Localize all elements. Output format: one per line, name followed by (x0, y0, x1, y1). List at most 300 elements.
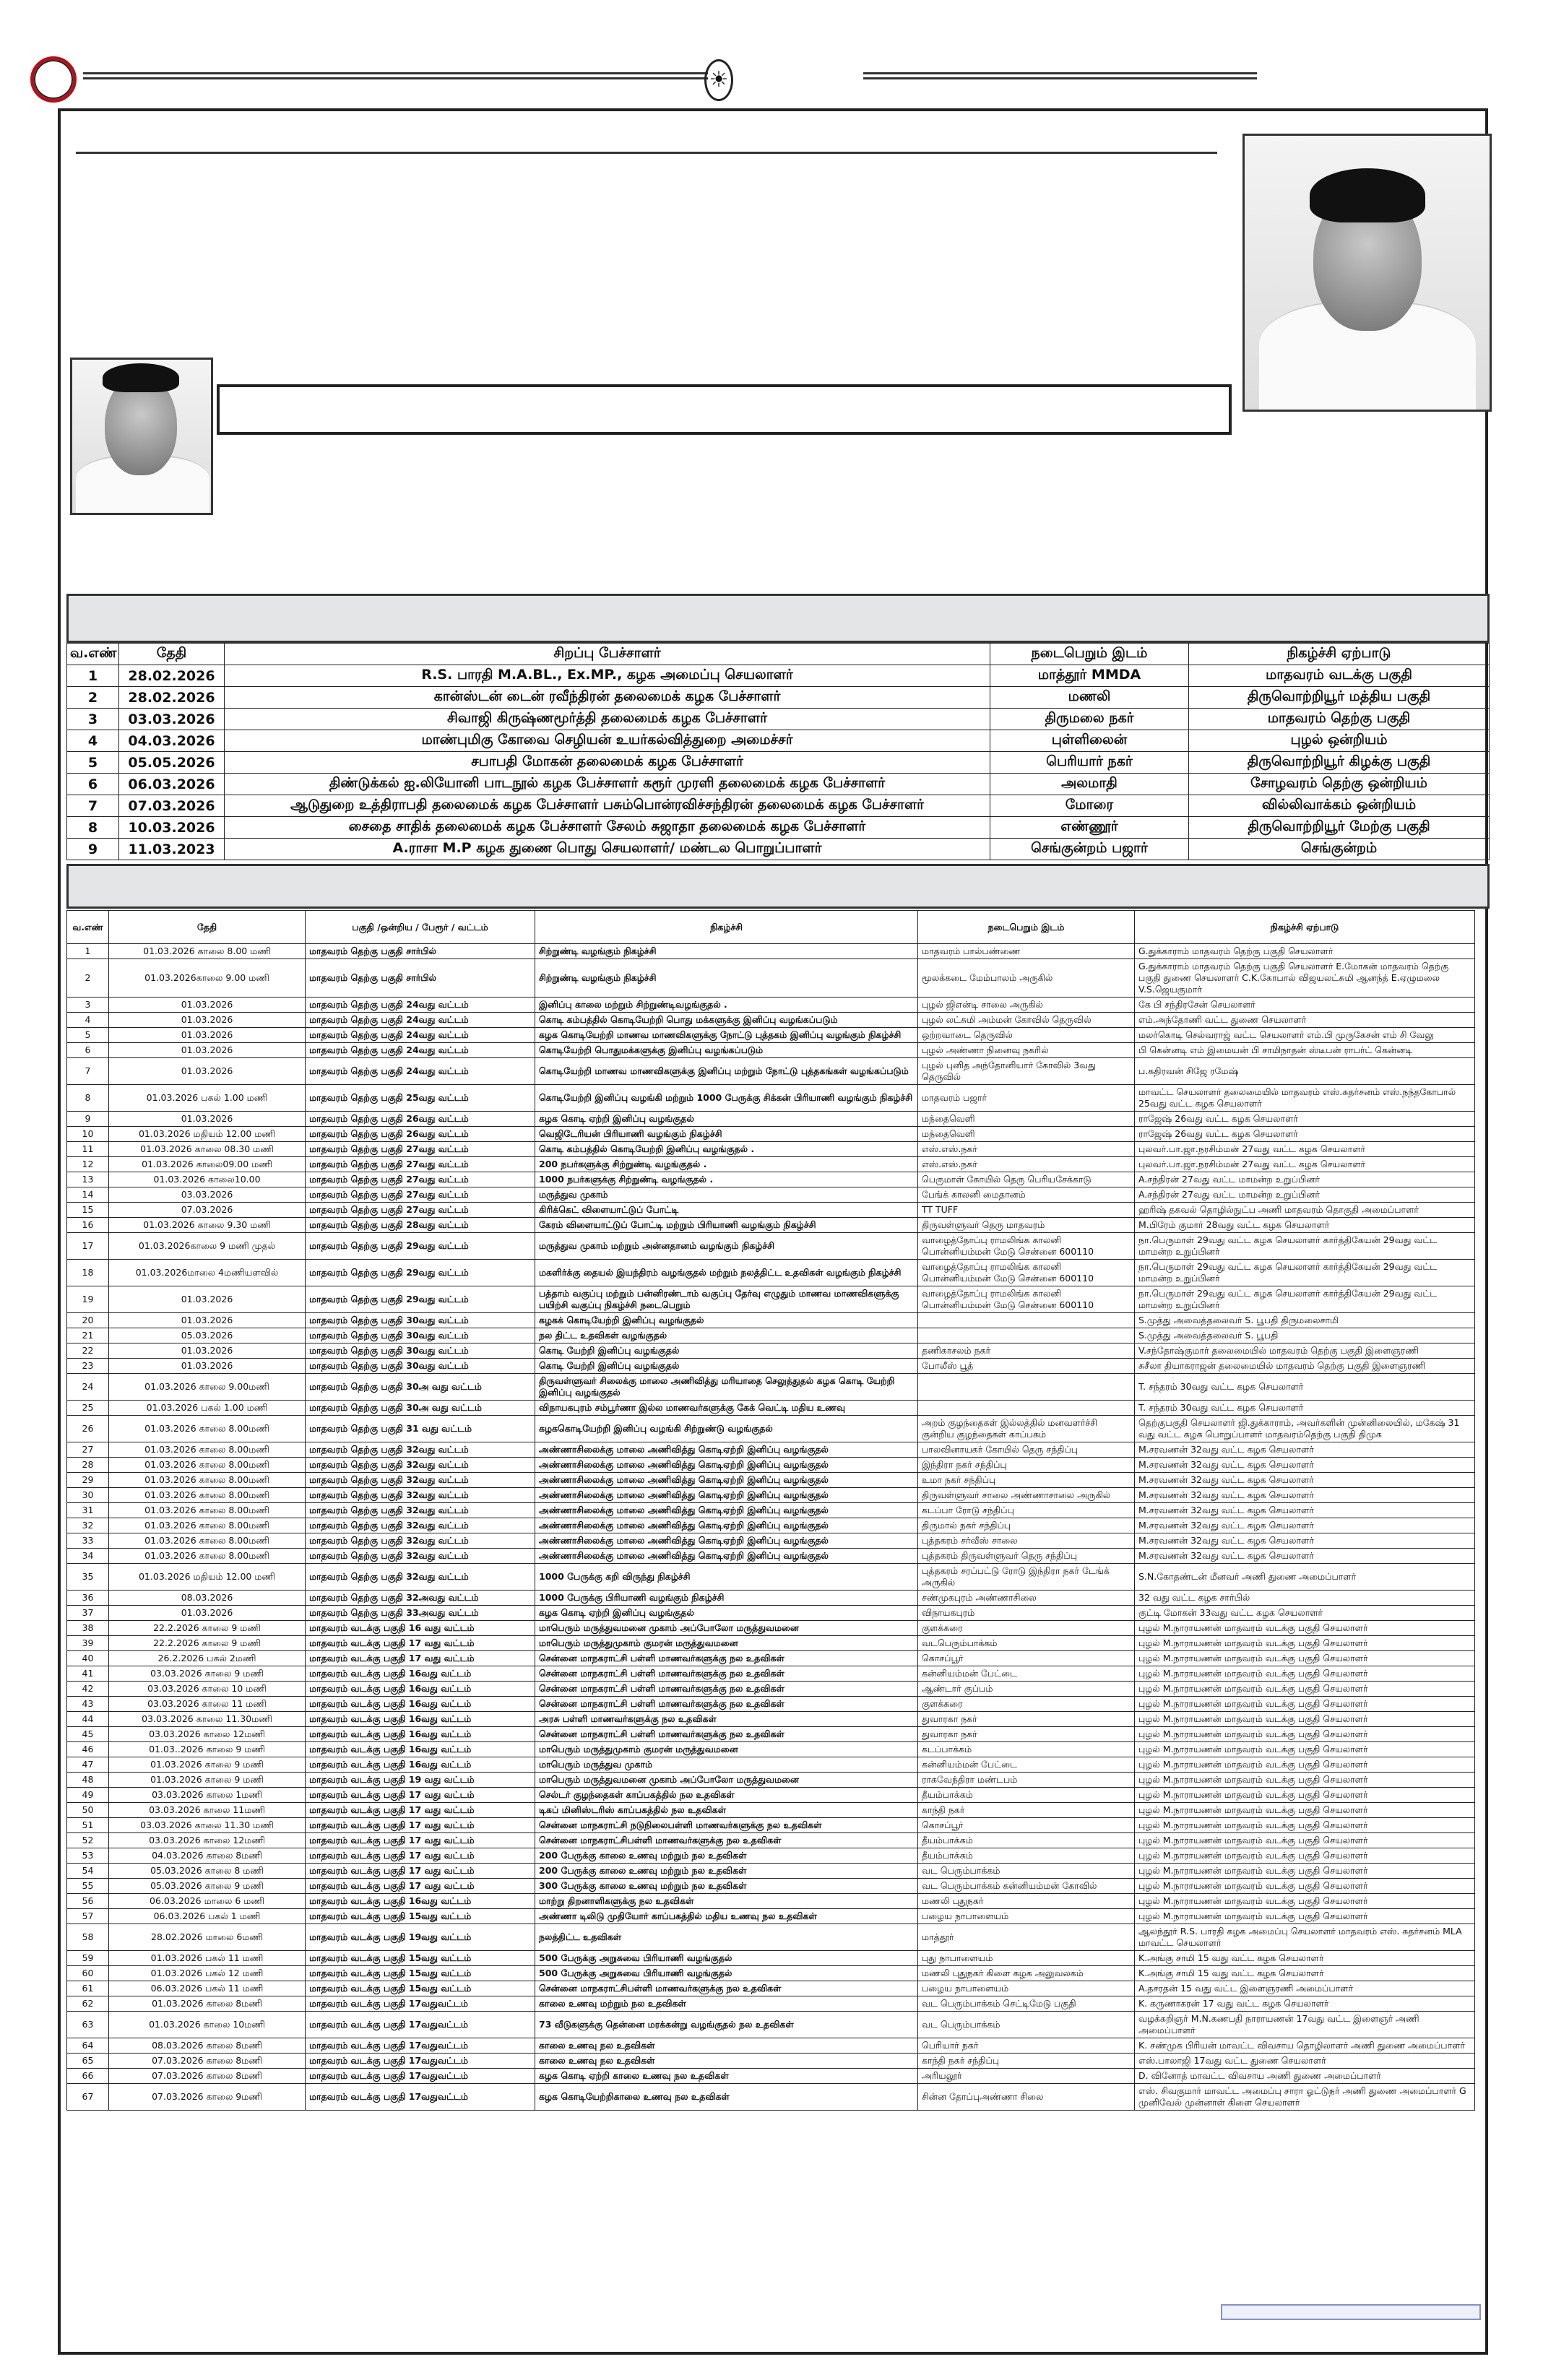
table-row (67, 2012, 1475, 2038)
table-row (67, 839, 1490, 860)
table-cell: அண்ணாசிலைக்கு மாலை அணிவித்து கொடிஏற்றி இனிப்பு வழங்குதல் (535, 1503, 918, 1518)
table-cell: சிற்றுண்டி வழங்கும் நிகழ்ச்சி (535, 944, 918, 959)
table-cell: ராஜேஷ் 26வது வட்ட கழக செயலாளர் (1135, 1127, 1475, 1142)
table-cell: 1 (67, 944, 109, 959)
table-cell: 03.03.2026 (119, 709, 225, 730)
table-row (67, 1359, 1475, 1374)
table-cell: 03.03.2026 காலை 11 மணி (109, 1697, 306, 1712)
table-cell: மாதவரம் வடக்கு பகுதி 17 வது வட்டம் (306, 1848, 535, 1864)
table-cell: 01.03.2026காலை 9 மணி முதல் (109, 1233, 306, 1260)
table-cell: மாத்தூர் (918, 1924, 1135, 1951)
table-row (67, 730, 1490, 752)
table-cell: 8 (67, 817, 119, 839)
table-row (67, 687, 1490, 709)
column-header: நிகழ்ச்சி (535, 911, 918, 944)
section-banner-2 (66, 864, 1490, 909)
table-row (67, 1442, 1475, 1458)
table-cell: மாதவரம் தெற்கு பகுதி 27வது வட்டம் (306, 1157, 535, 1172)
table-cell: மாதவரம் தெற்கு பகுதி 32வது வட்டம் (306, 1458, 535, 1473)
table-row (67, 1503, 1475, 1518)
table-cell: 03.03.2026 காலை 10 மணி (109, 1682, 306, 1697)
table-cell: மாதவரம் தெற்கு பகுதி 24வது வட்டம் (306, 1058, 535, 1085)
table-cell: 46 (67, 1742, 109, 1757)
table-cell: கொடி கம்பத்தில் கொடியேற்றி இனிப்பு வழங்குதல் . (535, 1142, 918, 1157)
table-cell: 200 பேருக்கு காலை உணவு மற்றும் நல உதவிகள் (535, 1864, 918, 1879)
table-row (67, 1833, 1475, 1848)
table-cell: 03.03.2026 காலை 11.30 மணி (109, 1818, 306, 1833)
table-cell: 1000 பேருக்கு பிரியாணி வழங்கும் நிகழ்ச்சி (535, 1591, 918, 1606)
table-cell: புழல் M.நாராயணன் மாதவரம் வடக்கு பகுதி செயலாளர் (1135, 1666, 1475, 1682)
table-cell: புழல் M.நாராயணன் மாதவரம் வடக்கு பகுதி செயலாளர் (1135, 1697, 1475, 1712)
table-cell: புழல் M.நாராயணன் மாதவரம் வடக்கு பகுதி செயலாளர் (1135, 1833, 1475, 1848)
table-cell: பி கென்னடி எம் இமையன் பி சாமிநாதன் ஸ்டீபன் ராபர்ட் கென்னடி (1135, 1043, 1475, 1058)
table-cell: 07.03.2026 காலை 8மணி (109, 2069, 306, 2084)
table-cell: 16 (67, 1218, 109, 1233)
table-cell: 12 (67, 1157, 109, 1172)
table-cell (918, 1313, 1135, 1328)
party-logo-circle (30, 56, 77, 103)
table-cell: இந்திரா நகர் சந்திப்பு (918, 1458, 1135, 1473)
table-cell: மகளிர்க்கு தையல் இயந்திரம் வழங்குதல் மற்றும் நலத்திட்ட உதவிகள் வழங்கும் நிகழ்ச்சி (535, 1260, 918, 1286)
table-cell: A.தசரதன் 15 வது வட்ட இளைஞரணி அமைப்பாளர் (1135, 1981, 1475, 1996)
table-cell: தீயம்பாக்கம் (918, 1833, 1135, 1848)
table-cell: கழக கொடி ஏற்றி இனிப்பு வழங்குதல் (535, 1112, 918, 1127)
table-cell: 53 (67, 1848, 109, 1864)
table-cell: T. சந்தரம் 30வது வட்ட கழக செயலாளர் (1135, 1401, 1475, 1416)
table-cell: 05.03.2026 (109, 1328, 306, 1343)
table-cell: மாதவரம் வடக்கு பகுதி 17 வது வட்டம் (306, 1833, 535, 1848)
table-cell: புழல் M.நாராயணன் மாதவரம் வடக்கு பகுதி செயலாளர் (1135, 1757, 1475, 1773)
table-cell: மருத்துவ முகாம் மற்றும் அன்னதானம் வழங்கும் நிகழ்ச்சி (535, 1233, 918, 1260)
table-cell: புழல் M.நாராயணன் மாதவரம் வடக்கு பகுதி செயலாளர் (1135, 1818, 1475, 1833)
table-cell: துவாரகா நகர் (918, 1712, 1135, 1727)
table-cell: 01.03.2026 காலை 9.00மணி (109, 1374, 306, 1401)
table-cell: கொடி யேற்றி இனிப்பு வழங்குதல் (535, 1343, 918, 1359)
table-cell: 24 (67, 1374, 109, 1401)
events-table (66, 910, 1475, 2111)
table-cell: திருமால் நகர் சந்திப்பு (918, 1518, 1135, 1533)
table-cell: 200 பேருக்கு காலை உணவு மற்றும் நல உதவிகள் (535, 1848, 918, 1864)
table-cell: போலீஸ் பூத் (918, 1359, 1135, 1374)
table-cell: 300 பேருக்கு காலை உணவு மற்றும் நல உதவிகள் (535, 1879, 918, 1894)
table-cell: பத்தாம் வகுப்பு மற்றும் பன்னிரண்டாம் வகுப்பு தேர்வு எழுதும் மாணவ மாணவிகளுக்கு பயிற்சி வகுப்பு நிகழ்ச்சி நடைபெறும் (535, 1286, 918, 1313)
table-cell: மாதவரம் வடக்கு பகுதி 15வது வட்டம் (306, 1981, 535, 1996)
table-cell: மாதவரம் வடக்கு பகுதி 16வது வட்டம் (306, 1894, 535, 1909)
table-cell: M.பிரேம் குமார் 28வது வட்ட கழக செயலாளர் (1135, 1218, 1475, 1233)
table-cell: மாண்புமிகு கோவை செழியன் உயர்கல்வித்துறை அமைச்சர் (225, 730, 990, 752)
table-row (67, 1621, 1475, 1636)
table-cell: M.சரவணன் 32வது வட்ட கழக செயலாளர் (1135, 1442, 1475, 1458)
table-cell: 62 (67, 1996, 109, 2012)
table-cell: ப.கதிரவன் சிஜே ரமேஷ் (1135, 1058, 1475, 1085)
table-cell: K.அங்கு சாமி 15 வது வட்ட கழக செயலாளர் (1135, 1951, 1475, 1966)
column-header: தேதி (109, 911, 306, 944)
table-cell: 03.03.2026 காலை 9 மணி (109, 1666, 306, 1682)
table-cell: திருவொற்றியூர் மேற்கு பகுதி (1189, 817, 1490, 839)
table-row (67, 1879, 1475, 1894)
table-cell: மாதவரம் தெற்கு பகுதி 29வது வட்டம் (306, 1233, 535, 1260)
table-cell: பேங்க் காலனி மைதானம் (918, 1187, 1135, 1203)
column-header: பகுதி /ஒன்றிய / பேரூர் / வட்டம் (306, 911, 535, 944)
column-header: சிறப்பு பேச்சாளர் (225, 644, 990, 665)
column-header: வ.எண் (67, 911, 109, 944)
table-cell: ஒற்றவாடை தெருவில் (918, 1028, 1135, 1043)
table-cell: வாழைத்தோப்பு ராமலிங்க காலனி பொன்னியம்மன் மேடு சென்னை 600110 (918, 1260, 1135, 1286)
table-cell: ஆண்டார் குப்பம் (918, 1682, 1135, 1697)
table-cell: 01.03..2026 காலை 9 மணி (109, 1742, 306, 1757)
table-row (67, 1682, 1475, 1697)
table-cell: 40 (67, 1651, 109, 1666)
table-cell: காந்தி நகர் (918, 1803, 1135, 1818)
table-row (67, 1606, 1475, 1621)
table-cell: S.முத்து அவைத்தலைவர் S. பூபதி (1135, 1328, 1475, 1343)
table-cell: மாதவரம் தெற்கு பகுதி சார்பில் (306, 959, 535, 998)
headline-box (217, 384, 1232, 435)
table-cell: 22.2.2026 காலை 9 மணி (109, 1636, 306, 1651)
table-row (67, 1401, 1475, 1416)
table-row (67, 774, 1490, 795)
table-cell: மாபெரும் மருத்துமுகாம் குமரன் மருத்துவமனை (535, 1742, 918, 1757)
table-cell: 7 (67, 1058, 109, 1085)
table-cell: மலர்கொடி செல்வராஜ் வட்ட செயலாளர் எம்.பி முருகேசன் எம் சி வேலு (1135, 1028, 1475, 1043)
table-row (67, 1374, 1475, 1401)
table-cell: மாதவரம் வடக்கு பகுதி 17வதுவட்டம் (306, 2054, 535, 2069)
table-cell: சிவாஜி கிருஷ்ணமூர்த்தி தலைமைக் கழக பேச்சாளர் (225, 709, 990, 730)
table-cell: மாதவரம் வடக்கு பகுதி 17வதுவட்டம் (306, 2038, 535, 2054)
table-row (67, 998, 1475, 1013)
table-cell: 01.03.2026 காலை 8.00மணி (109, 1458, 306, 1473)
table-cell: 3 (67, 709, 119, 730)
table-cell: R.S. பாரதி M.A.BL., Ex.MP., கழக அமைப்பு செயலாளர் (225, 665, 990, 687)
table-cell: 25 (67, 1401, 109, 1416)
table-cell: மாதவரம் வடக்கு பகுதி 16 வது வட்டம் (306, 1621, 535, 1636)
table-cell: மாதவரம் தெற்கு பகுதி 32வது வட்டம் (306, 1549, 535, 1564)
table-cell: 9 (67, 839, 119, 860)
table-cell: அண்ணாசிலைக்கு மாலை அணிவித்து கொடிஏற்றி இனிப்பு வழங்குதல் (535, 1549, 918, 1564)
table-cell: கொடி யேற்றி இனிப்பு வழங்குதல் (535, 1359, 918, 1374)
table-cell: 54 (67, 1864, 109, 1879)
table-cell: கழக கொடியேற்றிகாலை உணவு நல உதவிகள் (535, 2084, 918, 2111)
table-cell: மாதவரம் வடக்கு பகுதி 15வது வட்டம் (306, 1951, 535, 1966)
table-cell: 01.03.2026 காலை 8.00மணி (109, 1416, 306, 1442)
table-cell: 01.03.2026 மதியம் 12.00 மணி (109, 1564, 306, 1591)
table-row (67, 1286, 1475, 1313)
table-cell: நா.பெருமாள் 29வது வட்ட கழக செயலாளர் கார்த்திகேயன் 29வது வட்ட மாமன்ற உறுப்பினர் (1135, 1286, 1475, 1313)
table-cell: 49 (67, 1788, 109, 1803)
table-cell: 03.03.2026 காலை 1மணி (109, 1788, 306, 1803)
table-row (67, 2084, 1475, 2111)
table-cell: இனிப்பு காலை மற்றும் சிற்றுண்டிவழங்குதல் . (535, 998, 918, 1013)
table-cell: காந்தி நகர் சந்திப்பு (918, 2054, 1135, 2069)
table-cell: கொடியேற்றி மாணவ மாணவிகளுக்கு இனிப்பு மற்றும் நோட்டு புத்தகங்கள் வழங்கப்படும் (535, 1058, 918, 1085)
table-cell: 51 (67, 1818, 109, 1833)
table-row (67, 1591, 1475, 1606)
table-row (67, 665, 1490, 687)
table-cell: 28.02.2026 (119, 665, 225, 687)
table-cell: மாதவரம் தெற்கு பகுதி 26வது வட்டம் (306, 1112, 535, 1127)
table-cell: சென்னை மாநகராட்சி பள்ளி மாணவர்களுக்கு நல உதவிகள் (535, 1682, 918, 1697)
table-cell: மாதவரம் வடக்கு பகுதி 17வதுவட்டம் (306, 2069, 535, 2084)
table-cell: 10 (67, 1127, 109, 1142)
table-cell: புழல் M.நாராயணன் மாதவரம் வடக்கு பகுதி செயலாளர் (1135, 1636, 1475, 1651)
table-cell: கழக கொடி ஏற்றி காலை உணவு நல உதவிகள் (535, 2069, 918, 2084)
table-cell: மாதவரம் தெற்கு பகுதி 32வது வட்டம் (306, 1564, 535, 1591)
table-cell: புலவர்.பா.ஜா.நரசிம்மன் 27வது வட்ட கழக செயலாளர் (1135, 1142, 1475, 1157)
table-cell: மாதவரம் தெற்கு பகுதி 32அவது வட்டம் (306, 1591, 535, 1606)
table-row (67, 1218, 1475, 1233)
table-cell: புழல் M.நாராயணன் மாதவரம் வடக்கு பகுதி செயலாளர் (1135, 1909, 1475, 1924)
table-cell: தணிகாசலம் நகர் (918, 1343, 1135, 1359)
table-cell: 44 (67, 1712, 109, 1727)
table-cell: 5 (67, 752, 119, 774)
table-cell: கடப்பாக்கம் (918, 1742, 1135, 1757)
table-cell: K. சண்முக பிரியன் மாவட்ட விவசாய தொழிலாளர் அணி துணை அமைப்பாளர் (1135, 2038, 1475, 2054)
table-cell: 01.03.2026 காலை 8.00மணி (109, 1488, 306, 1503)
table-cell: புழல் M.நாராயணன் மாதவரம் வடக்கு பகுதி செயலாளர் (1135, 1864, 1475, 1879)
table-row (67, 1773, 1475, 1788)
table-cell: மாதவரம் வடக்கு பகுதி 16வது வட்டம் (306, 1757, 535, 1773)
table-cell: M.சரவணன் 32வது வட்ட கழக செயலாளர் (1135, 1458, 1475, 1473)
table-cell: ராஜேஷ் 26வது வட்ட கழக செயலாளர் (1135, 1112, 1475, 1127)
table-cell: கேரம் விளையாட்டுப் போட்டி மற்றும் பிரியாணி வழங்கும் நிகழ்ச்சி (535, 1218, 918, 1233)
table-cell: மாதவரம் தெற்கு பகுதி 25வது வட்டம் (306, 1085, 535, 1112)
table-cell: 03.03.2026 காலை 12மணி (109, 1833, 306, 1848)
table-cell: பழைய நாபாளையம் (918, 1981, 1135, 1996)
table-cell: 31 (67, 1503, 109, 1518)
table-cell: புழல் M.நாராயணன் மாதவரம் வடக்கு பகுதி செயலாளர் (1135, 1727, 1475, 1742)
table-cell: தீயம்பாக்கம் (918, 1788, 1135, 1803)
table-cell: திருவள்ளுவர் சாலை அண்ணாசாலை அருகில் (918, 1488, 1135, 1503)
table-cell: மாதவரம் தெற்கு பகுதி 30வது வட்டம் (306, 1359, 535, 1374)
table-cell: பெரியார் நகர் (918, 2038, 1135, 2054)
table-cell: விநாயகபுரம் சம்பூர்ணா இல்ல மாணவர்களுக்கு கேக் வெட்டி மதிய உணவு (535, 1401, 918, 1416)
table-cell: 42 (67, 1682, 109, 1697)
table-cell: 34 (67, 1549, 109, 1564)
table-cell: மாதவரம் வடக்கு பகுதி 17 வது வட்டம் (306, 1803, 535, 1818)
table-cell: 52 (67, 1833, 109, 1848)
table-cell: மாதவரம் வடக்கு பகுதி 15வது வட்டம் (306, 1909, 535, 1924)
table-cell: கழகக் கொடியேற்றி இனிப்பு வழங்குதல் (535, 1313, 918, 1328)
table-cell: அண்ணா டிலிடு முதியோர் காப்பகத்தில் மதிய உணவு நல உதவிகள் (535, 1909, 918, 1924)
table-cell: அண்ணாசிலைக்கு மாலை அணிவித்து கொடிஏற்றி இனிப்பு வழங்குதல் (535, 1473, 918, 1488)
table-cell: அண்ணாசிலைக்கு மாலை அணிவித்து கொடிஏற்றி இனிப்பு வழங்குதல் (535, 1518, 918, 1533)
table-cell: K. கருணாகரன் 17 வது வட்ட கழக செயலாளர் (1135, 1996, 1475, 2012)
table-cell: 08.03.2026 (109, 1591, 306, 1606)
table-cell: மாதவரம் தெற்கு பகுதி 24வது வட்டம் (306, 998, 535, 1013)
column-header: நிகழ்ச்சி ஏற்பாடு (1135, 911, 1475, 944)
table-cell: 01.03.2026 காலை 8.00மணி (109, 1533, 306, 1549)
table-cell: புழல் M.நாராயணன் மாதவரம் வடக்கு பகுதி செயலாளர் (1135, 1712, 1475, 1727)
table-row (67, 1127, 1475, 1142)
table-cell: 03.03.2026 (109, 1187, 306, 1203)
table-cell: 01.03.2026 மதியம் 12.00 மணி (109, 1127, 306, 1142)
table-cell: கடப்பா ரோடு சந்திப்பு (918, 1503, 1135, 1518)
table-cell: A.சந்திரன் 27வது வட்ட மாமன்ற உறுப்பினர் (1135, 1187, 1475, 1203)
table-cell: 03.03.2026 காலை 12மணி (109, 1727, 306, 1742)
table-cell: 33 (67, 1533, 109, 1549)
table-cell: 05.05.2026 (119, 752, 225, 774)
table-cell: G.துக்காராம் மாதவரம் தெற்கு பகுதி செயலாளர் E.மோகன் மாதவரம் தெற்கு பகுதி துணை செயலாளர் C.K.கோபால் விஜயலட்சுமி ஆனந்த் E.ஏழுமலை V.S.ஜெயகுமார் (1135, 959, 1475, 998)
table-row (67, 1112, 1475, 1127)
table-cell: மந்தைவெளி (918, 1127, 1135, 1142)
table-cell: 14 (67, 1187, 109, 1203)
table-cell: மாபெரும் மருத்துவமனை முகாம் அப்போலோ மருத்துவமனை (535, 1621, 918, 1636)
table-cell: மாதவரம் தெற்கு பகுதி 26வது வட்டம் (306, 1127, 535, 1142)
table-cell: 37 (67, 1606, 109, 1621)
table-cell: 15 (67, 1203, 109, 1218)
table-cell: 07.03.2026 (119, 795, 225, 817)
table-row (67, 1894, 1475, 1909)
table-cell: 07.03.2026 (109, 1203, 306, 1218)
table-row (67, 1013, 1475, 1028)
table-cell: 01.03.2026காலை 9.00 மணி (109, 959, 306, 998)
table-cell: 01.03.2026 காலை 08.30 மணி (109, 1142, 306, 1157)
table-row (67, 1233, 1475, 1260)
table-cell: மாதவரம் தெற்கு பகுதி 24வது வட்டம் (306, 1043, 535, 1058)
table-cell: மணலி (990, 687, 1189, 709)
table-cell: 01.03.2026 (109, 998, 306, 1013)
table-cell: மாபெரும் மருத்துமுகாம் குமரன் மருத்துவமனை (535, 1636, 918, 1651)
table-cell: 03.03.2026 காலை 11.30மணி (109, 1712, 306, 1727)
table-cell: மாதவரம் வடக்கு பகுதி 16வது வட்டம் (306, 1682, 535, 1697)
table-cell: திருவள்ளுவர் சிலைக்கு மாலை அணிவித்து மரியாதை செலுத்துதல் கழக கொடி யேற்றி இனிப்பு வழங்குதல் (535, 1374, 918, 1401)
table-cell: மாதவரம் வடக்கு பகுதி 17 வது வட்டம் (306, 1864, 535, 1879)
table-cell: 01.03.2026 காலை 8.00மணி (109, 1503, 306, 1518)
table-row (67, 1533, 1475, 1549)
table-row (67, 1157, 1475, 1172)
table-cell: 63 (67, 2012, 109, 2038)
table-cell: 01.03.2026 (109, 1028, 306, 1043)
table-cell: 41 (67, 1666, 109, 1682)
table-cell: 500 பேருக்கு அறுசுவை பிரியாணி வழங்குதல் (535, 1951, 918, 1966)
table-row (67, 709, 1490, 730)
table-cell: மாதவரம் வடக்கு பகுதி 17 வது வட்டம் (306, 1818, 535, 1833)
table-cell: மாதவரம் தெற்கு பகுதி 28வது வட்டம் (306, 1218, 535, 1233)
table-cell: 18 (67, 1260, 109, 1286)
table-cell: G.துக்காராம் மாதவரம் தெற்கு பகுதி செயலாளர் (1135, 944, 1475, 959)
table-cell: வாழைத்தோப்பு ராமலிங்க காலனி பொன்னியம்மன் மேடு சென்னை 600110 (918, 1286, 1135, 1313)
table-cell: 05.03.2026 காலை 8 மணி (109, 1864, 306, 1879)
table-cell: காலை உணவு மற்றும் நல உதவிகள் (535, 1996, 918, 2012)
table-cell: 1000 பேருக்கு கறி விருந்து நிகழ்ச்சி (535, 1564, 918, 1591)
table-cell: மாவட்ட செயலாளர் தலைமையில் மாதவரம் எஸ்.சுதர்சனம் எஸ்.நந்தகோபால் 25வது வட்ட கழக செயலாளர் (1135, 1085, 1475, 1112)
table-cell: செங்குன்றம் (1189, 839, 1490, 860)
table-cell: மாதவரம் தெற்கு பகுதி 27வது வட்டம் (306, 1172, 535, 1187)
table-cell: A.ராசா M.P கழக துணை பொது செயலாளர்/ மண்டல பொறுப்பாளர் (225, 839, 990, 860)
table-cell: 48 (67, 1773, 109, 1788)
table-row (67, 2069, 1475, 2084)
table-cell: 21 (67, 1328, 109, 1343)
table-cell: எண்ணூர் (990, 817, 1189, 839)
table-cell: எஸ்.எஸ்.நகர் (918, 1142, 1135, 1157)
table-cell: 50 (67, 1803, 109, 1818)
table-cell: 61 (67, 1981, 109, 1996)
table-cell: வட பெரும்பாக்கம் (918, 2012, 1135, 2038)
table-cell: மாதவரம் தெற்கு பகுதி 27வது வட்டம் (306, 1203, 535, 1218)
table-cell: 06.03.2026 மாலை 6 மணி (109, 1894, 306, 1909)
table-cell: 7 (67, 795, 119, 817)
table-cell: மாதவரம் வடக்கு பகுதி 16வது வட்டம் (306, 1697, 535, 1712)
table-cell: 28 (67, 1458, 109, 1473)
table-row (67, 1864, 1475, 1879)
table-cell: எஸ். சிவகுமார் மாவட்ட அமைப்பு சாரா ஓட்டுநர் அணி துணை அமைப்பாளர் G முனிவேல் முன்னாள் கிளை செயலாளர் (1135, 2084, 1475, 2111)
table-cell: மாதவரம் வடக்கு பகுதி 16வது வட்டம் (306, 1712, 535, 1727)
table-cell: மாதவரம் வடக்கு பகுதி (1189, 665, 1490, 687)
table-cell: கொசப்பூர் (918, 1818, 1135, 1833)
table-cell: வட பெரும்பாக்கம் செட்டிமேடு பகுதி (918, 1996, 1135, 2012)
table-cell: M.சரவணன் 32வது வட்ட கழக செயலாளர் (1135, 1533, 1475, 1549)
table-cell: 39 (67, 1636, 109, 1651)
table-row (67, 1996, 1475, 2012)
table-cell: மாதவரம் வடக்கு பகுதி 17 வது வட்டம் (306, 1651, 535, 1666)
table-cell: 22.2.2026 காலை 9 மணி (109, 1621, 306, 1636)
table-cell: 01.03.2026 காலை10.00 (109, 1172, 306, 1187)
table-cell: M.சரவணன் 32வது வட்ட கழக செயலாளர் (1135, 1473, 1475, 1488)
table-cell: புத்தகரம் சர்வீஸ் சாலை (918, 1533, 1135, 1549)
table-cell: 9 (67, 1112, 109, 1127)
table-cell (918, 1401, 1135, 1416)
table-row (67, 1313, 1475, 1328)
column-header: நிகழ்ச்சி ஏற்பாடு (1189, 644, 1490, 665)
table-cell: கழக கொடியேற்றி மாணவ மாணவிகளுக்கு நோட்டு புத்தகம் இனிப்பு வழங்கும் நிகழ்ச்சி (535, 1028, 918, 1043)
table-cell: கொடியேற்றி இனிப்பு வழங்கி மற்றும் 1000 பேருக்கு சிக்கன் பிரியாணி வழங்கும் நிகழ்ச்சி (535, 1085, 918, 1112)
table-cell: புது நாபாளையம் (918, 1951, 1135, 1966)
table-cell (918, 1374, 1135, 1401)
table-cell: கே பி சந்திரசேன் செயலாளர் (1135, 998, 1475, 1013)
table-cell: 20 (67, 1313, 109, 1328)
table-row (67, 1416, 1475, 1442)
table-cell: புழல் M.நாராயணன் மாதவரம் வடக்கு பகுதி செயலாளர் (1135, 1773, 1475, 1788)
table-cell: மாதவரம் வடக்கு பகுதி 19வது வட்டம் (306, 1924, 535, 1951)
table-cell: 28.02.2026 மாலை 6மணி (109, 1924, 306, 1951)
table-row (67, 1981, 1475, 1996)
column-header: வ.எண் (67, 644, 119, 665)
table-cell: மாபெரும் மருத்துவ முகாம் (535, 1757, 918, 1773)
table-cell: 35 (67, 1564, 109, 1591)
table-row (67, 1458, 1475, 1473)
table-cell: மாதவரம் வடக்கு பகுதி 17 வது வட்டம் (306, 1879, 535, 1894)
table-row (67, 1742, 1475, 1757)
table-cell: மாதவரம் பஜார் (918, 1085, 1135, 1112)
table-cell: 47 (67, 1757, 109, 1773)
table-cell: 2 (67, 959, 109, 998)
header-rule-left (83, 72, 708, 79)
table-cell: விநாயகபுரம் (918, 1606, 1135, 1621)
table-cell: சென்னை மாநகராட்சி பள்ளி மாணவர்களுக்கு நல உதவிகள் (535, 1727, 918, 1742)
table-cell: சென்னை மாநகராட்சி நடுநிலைபள்ளி மாணவர்களுக்கு நல உதவிகள் (535, 1818, 918, 1833)
table-row (67, 1818, 1475, 1833)
table-cell: 06.03.2026 (119, 774, 225, 795)
table-row (67, 2038, 1475, 2054)
table-cell: பெரியார் நகர் (990, 752, 1189, 774)
table-cell: அலமாதி (990, 774, 1189, 795)
rising-sun-emblem-icon: ☀ (704, 59, 733, 101)
table-cell: மாதவரம் வடக்கு பகுதி 17வதுவட்டம் (306, 1996, 535, 2012)
table-cell: புத்தகரம் சரப்பட்டு ரோடு இந்திரா நகர் டேங்க் அருகில் (918, 1564, 1135, 1591)
table-cell: புழல் M.நாராயணன் மாதவரம் வடக்கு பகுதி செயலாளர் (1135, 1651, 1475, 1666)
table-cell: மாதவரம் தெற்கு பகுதி 27வது வட்டம் (306, 1142, 535, 1157)
table-cell: புழல் ஜிஎன்டி சாலை அருகில் (918, 998, 1135, 1013)
table-cell: மாதவரம் வடக்கு பகுதி 19 வது வட்டம் (306, 1773, 535, 1788)
table-cell: 01.03.2026 (109, 1013, 306, 1028)
table-row (67, 795, 1490, 817)
table-row (67, 1172, 1475, 1187)
table-cell: 57 (67, 1909, 109, 1924)
table-cell: 01.03.2026 காலை09.00 மணி (109, 1157, 306, 1172)
table-row (67, 1951, 1475, 1966)
table-cell: 43 (67, 1697, 109, 1712)
table-row (67, 959, 1475, 998)
